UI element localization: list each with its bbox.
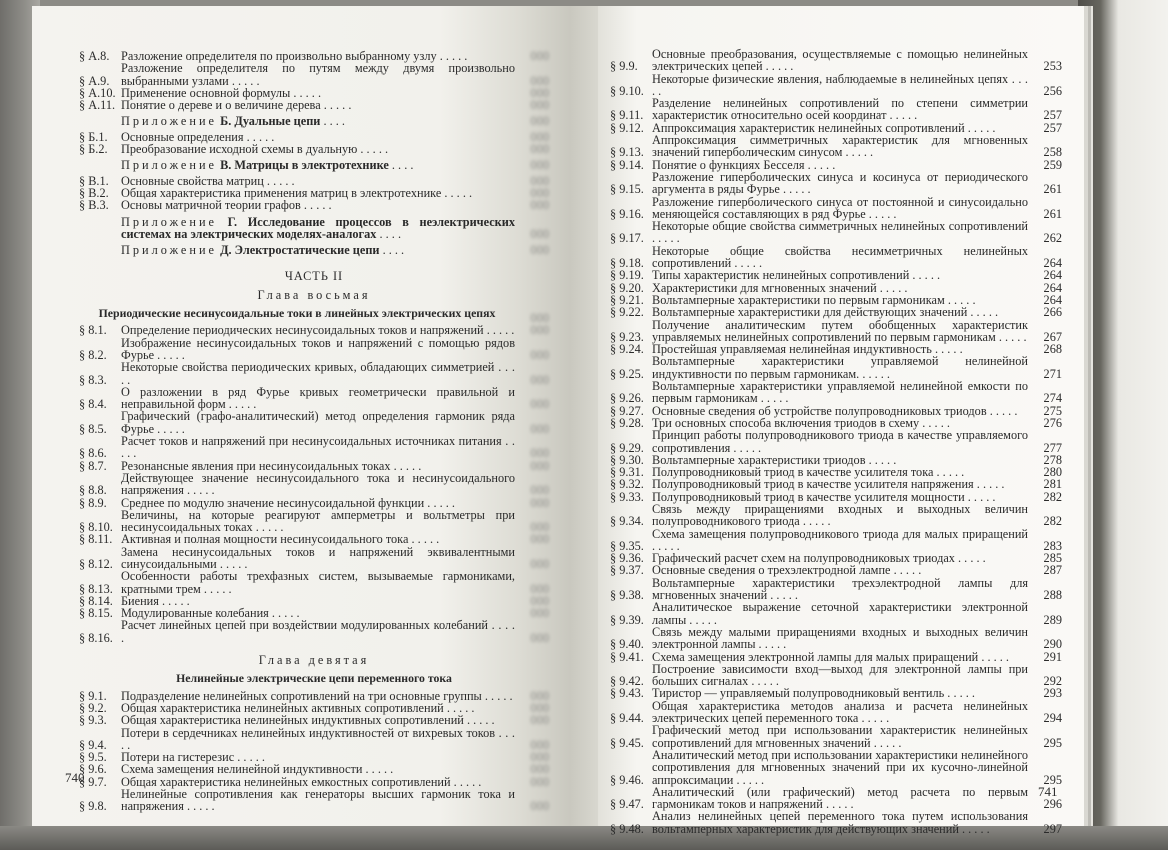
section-title: Аппроксимация симметричных характеристик для мгновенных значений гиперболическим синусом . . . . . — [652, 133, 1028, 160]
toc-entry — [79, 62, 549, 87]
appendix-heading: Приложение Г. Исследование процессов в неэлектрических системах на электрических моделях-аналогах . . . . 000 — [121, 214, 549, 241]
section-number: § 9.18. — [610, 256, 644, 271]
toc-entry — [610, 319, 1062, 344]
page-ref: 000 — [530, 688, 549, 703]
section-title: Графический метод при использовании характеристик нелинейных сопротивлений для мгновенных значений . . . . . — [652, 723, 1028, 750]
page-ref: 000 — [530, 581, 549, 596]
section-title: Схема замещения электронной лампы для малых приращений . . . . . — [652, 649, 1009, 664]
page-ref: 000 — [530, 397, 549, 412]
toc-entry — [610, 429, 1062, 454]
toc-entry — [610, 171, 1062, 196]
chapter-label: Глава восьмая — [257, 287, 371, 302]
section-number: § 9.46. — [610, 772, 644, 787]
page-ref: 000 — [530, 520, 549, 535]
section-number: § А.10. — [79, 85, 116, 100]
section-title: Тиристор — управляемый полупроводниковый вентиль . . . . . — [652, 686, 975, 701]
page-ref: 000 — [530, 185, 549, 200]
section-number: § 9.45. — [610, 735, 644, 750]
toc-entry — [610, 724, 1062, 749]
section-title: Понятие о дереве и о величине дерева . . . . . — [121, 98, 352, 113]
toc-entry — [610, 73, 1062, 98]
page-ref: 000 — [530, 114, 549, 129]
appendix-heading: Приложение В. Матрицы в электротехнике . . . . 000 — [121, 158, 549, 173]
section-number: § 8.3. — [79, 372, 107, 387]
section-number: § 9.28. — [610, 415, 644, 430]
section-title: Полупроводниковый триод в качестве усилителя тока . . . . . — [652, 465, 965, 480]
toc-entry — [610, 749, 1062, 786]
section-number: § 9.12. — [610, 120, 644, 135]
toc-entry — [79, 727, 549, 752]
section-number: § 9.14. — [610, 157, 644, 172]
toc-entry — [79, 337, 549, 362]
section-title: Модулированные колебания . . . . . — [121, 606, 300, 621]
page-ref: 000 — [530, 713, 549, 728]
section-title: Получение аналитическим путем обобщенных характеристик управляемых нелинейных сопротивлений по первым гармоникам . . . . . — [652, 317, 1028, 344]
section-title: Разложение определителя по путям между двумя произвольно выбранными узлами . . . . . — [121, 61, 515, 88]
page-ref: 000 — [530, 458, 549, 473]
section-number: § 9.11. — [610, 108, 644, 123]
section-number: § 8.13. — [79, 581, 113, 596]
toc-entry — [610, 48, 1062, 73]
toc-entry — [610, 355, 1062, 380]
section-number: § 8.8. — [79, 483, 107, 498]
section-number: § 9.1. — [79, 688, 107, 703]
section-title: Графический расчет схем на полупроводниковых триодах . . . . . — [652, 551, 986, 566]
page-ref: 257 — [1043, 120, 1062, 135]
page-ref: 276 — [1043, 415, 1062, 430]
section-number: § 9.48. — [610, 821, 644, 836]
page-ref: 293 — [1043, 686, 1062, 701]
section-title: Основные определения . . . . . — [121, 129, 275, 144]
toc-entry — [79, 435, 549, 460]
toc-entry — [610, 700, 1062, 725]
section-number: § 8.2. — [79, 347, 107, 362]
page-ref: 275 — [1043, 403, 1062, 418]
section-number: § 9.26. — [610, 391, 644, 406]
section-number: § 9.32. — [610, 477, 644, 492]
page-ref: 000 — [530, 737, 549, 752]
appendix-heading: Приложение Б. Дуальные цепи . . . . 000 — [121, 114, 549, 129]
section-number: § 9.34. — [610, 514, 644, 529]
section-title: Схема замещения полупроводникового триода для малых приращений . . . . . — [652, 526, 1028, 553]
toc-entry — [79, 99, 549, 111]
section-number: § В.3. — [79, 198, 109, 213]
page-ref: 291 — [1043, 649, 1062, 664]
section-number: § 8.4. — [79, 397, 107, 412]
toc-entry — [79, 472, 549, 497]
page-ref: 000 — [530, 85, 549, 100]
section-title: Вольтамперные характеристики трехэлектродной лампы для мгновенных значений . . . . . — [652, 575, 1028, 603]
section-title: Основные сведения об устройстве полупроводниковых триодов . . . . . — [652, 403, 1018, 418]
section-number: § 9.21. — [610, 292, 644, 307]
page-ref: 261 — [1043, 206, 1062, 221]
section-title: Связь между приращениями входных и выходных величин полупроводникового триода . . . . . — [652, 501, 1028, 529]
page-ref: 277 — [1043, 440, 1062, 455]
section-number: § А.8. — [79, 49, 110, 63]
section-number: § 9.17. — [610, 231, 644, 246]
section-title: Аналитический (или графический) метод расчета по первым гармоникам токов и напряжений . . . . . — [652, 784, 1028, 812]
section-number: § 9.6. — [79, 762, 107, 777]
page-ref: 285 — [1043, 551, 1062, 566]
page-ref: 000 — [530, 73, 549, 88]
section-title: Три основных способа включения триодов в схему . . . . . — [652, 415, 950, 430]
section-number: § 9.27. — [610, 403, 644, 418]
section-title: Нелинейные сопротивления как генераторы высших гармоник тока и напряжения . . . . . — [121, 787, 515, 814]
page-ref: 266 — [1043, 305, 1062, 320]
section-number: § 9.25. — [610, 366, 644, 381]
section-title: Изображение несинусоидальных токов и напряжений с помощью рядов Фурье . . . . . — [121, 335, 515, 362]
page-ref: 271 — [1043, 366, 1062, 381]
section-number: § 9.9. — [610, 59, 638, 74]
section-title: Основы матричной теории графов . . . . . — [121, 198, 332, 213]
toc-entry — [79, 546, 549, 571]
toc-entry — [79, 570, 549, 595]
section-title: Разделение нелинейных сопротивлений по степени симметрии характеристик относительно осей координат . . . . . — [652, 96, 1028, 123]
section-title: Некоторые свойства периодических кривых, обладающих симметрией . . . . . — [121, 360, 516, 387]
page-ref: 000 — [530, 799, 549, 814]
section-number: § А.9. — [79, 73, 110, 88]
section-title: Вольтамперные характеристики для действующих значений . . . . . — [652, 305, 999, 320]
section-number: § 8.14. — [79, 593, 113, 608]
page-ref: 000 — [530, 243, 549, 258]
page-ref: 280 — [1043, 465, 1062, 480]
section-number: § 9.15. — [610, 182, 644, 197]
section-title: Основные преобразования, осуществляемые с помощью нелинейных электрических цепей . . . . . — [652, 47, 1028, 74]
scan-background-right — [1078, 0, 1168, 850]
section-title: Общая характеристика применения матриц в электротехнике . . . . . — [121, 185, 473, 200]
section-title: Вольтамперные характеристики управляемой нелинейной индуктивности по первым гармоникам. . . . . . — [652, 354, 1028, 381]
page-ref: 000 — [530, 372, 549, 387]
toc-entry — [610, 245, 1062, 270]
toc-entry — [610, 196, 1062, 221]
section-title: Некоторые физические явления, наблюдаемые в нелинейных цепях . . . . . — [652, 71, 1029, 98]
page-ref: 290 — [1043, 637, 1062, 652]
section-number: § 8.10. — [79, 520, 113, 535]
section-title: Разложение гиперболического синуса от постоянной и синусоидально меняющейся составляющих в ряд Фурье . . . . . — [652, 194, 1028, 221]
section-number: § 9.5. — [79, 750, 107, 765]
page-ref: 274 — [1043, 391, 1062, 406]
section-title: Резонансные явления при несинусоидальных токах . . . . . — [121, 458, 422, 473]
section-number: § 9.29. — [610, 440, 644, 455]
page-ref: 000 — [530, 158, 549, 173]
left-toc: § А.8. Разложение определителя по произвольно выбранному узлу . . . . . 000 § А.9. Разложение определителя по путям между двумя произвольно выбранными узлами . . . . . 000 § А.10. Применение основной формулы . . . . . 000 § А.11. Понятие о дереве и о величине дерева . . . . . 000 Приложение Б. Дуальные цепи . . . . 000 § Б.1. Основные определения . . . . . 000 § Б.2. Преобразование исходной схемы в дуальную . . . . . 000 Приложение В. Матрицы в электротехнике . . . . 000 § В.1. Основные свойства матриц . . . . . 000 § В.2. Общая характеристика применения матриц в электротехнике . . . . . 000 § В.3. Основы матричной теории графов . . . . . 000 Приложение Г. Исследование процессов в неэлектрических системах на электрических моделях-аналогах . . . . 000 Приложение Д. Электростатические цепи . . . . 000 ЧАСТЬ II Глава восьмая Периодические несинусоидальные токи в линейных электрических цепях 000 § 8.1. Определение периодических несинусоидальных токов и напряжений . . . . . 000 § 8.2. Изображение несинусоидальных токов и напряжений с помощью рядов Фурье . . . . . 000 § 8.3. Некоторые свойства периодических кривых, обладающих симметрией . . . . . 000 § 8.4. О разложении в ряд Фурье кривых геометрически правильной и неправильной форм . . . . . 000 § 8.5. Графический (графо-аналитический) метод определения гармоник ряда Фурье . . . . . 000 § 8.6. Расчет токов и напряжений при несинусоидальных источниках питания . . . . . 000 § 8.7. Резонансные явления при несинусоидальных токах . . . . . 000 § 8.8. Действующее значение несинусоидального тока и несинусоидального напряжения . . . . . 000 § 8.9. Среднее по модулю значение несинусоидальной функции . . . . . 000 § 8.10. Величины, на которые реагируют амперметры и вольтметры при несинусоидальных токах . . . . . 000 § 8.11. Активная и полная мощности несинусоидального тока . . . . . 000 § 8.12. Замена несинусоидальных токов и напряжений эквивалентными синусоидальными . . . . . 000 § 8.13. Особенности работы трехфазных систем, вызываемые гармониками, кратными трем . . . . . 000 § 8.14. Биения . . . . . 000 § 8.15. Модулированные колебания . . . . . 000 § 8.16. Расчет линейных цепей при воздействии модулированных колебаний . . . . . 000 Глава девятая Нелинейные электрические цепи переменного тока § 9.1. Подразделение нелинейных сопротивлений на три основные группы . . . . . 000 § 9.2. Общая характеристика нелинейных активных сопротивлений . . . . . 000 § 9.3. Общая характеристика нелинейных индуктивных сопротивлений . . . . . 000 § 9.4. Потери в сердечниках нелинейных индуктивностей от вихревых токов . . . . . 000 § 9.5. Потери на гистерезис . . . . . 000 § 9.6. Схема замещения нелинейной индуктивности . . . . . 000 § 9.7. Общая характеристика нелинейных емкостных сопротивлений . . . . . 000 § 9.8. Нелинейные сопротивления как генераторы высших гармоник тока и напряжения . . . . . 000 — [79, 49, 549, 814]
section-title: Вольтамперные характеристики управляемой нелинейной емкости по первым гармоникам . . . . . — [652, 379, 1028, 406]
page-ref: 000 — [530, 173, 549, 188]
page-ref: 000 — [530, 142, 549, 157]
page-ref: 000 — [530, 556, 549, 571]
section-title: О разложении в ряд Фурье кривых геометрически правильной и неправильной форм . . . . . — [121, 384, 515, 412]
page-ref: 000 — [530, 495, 549, 510]
toc-entry — [610, 786, 1062, 811]
page-ref: 261 — [1043, 182, 1062, 197]
chapter-title: Нелинейные электрические цепи переменного тока — [176, 671, 452, 686]
section-title: Основные сведения о трехэлектродной лампе . . . . . — [652, 563, 922, 578]
section-title: Типы характеристик нелинейных сопротивлений . . . . . — [652, 268, 941, 283]
section-title: Основные свойства матриц . . . . . — [121, 173, 295, 188]
section-number: § 9.30. — [610, 452, 644, 467]
section-number: § 9.44. — [610, 711, 644, 726]
section-number: § 8.1. — [79, 323, 107, 338]
section-title: Расчет токов и напряжений при несинусоидальных источниках питания . . . . . — [121, 434, 515, 461]
page-ref: 294 — [1043, 711, 1062, 726]
toc-entry — [610, 601, 1062, 626]
section-title: Схема замещения нелинейной индуктивности . . . . . — [121, 762, 394, 777]
section-number: § А.11. — [79, 98, 116, 113]
page-ref: 256 — [1043, 83, 1062, 98]
section-number: § 8.6. — [79, 446, 107, 461]
section-number: § 9.13. — [610, 145, 644, 160]
page-ref: 264 — [1043, 292, 1062, 307]
page-ref: 259 — [1043, 157, 1062, 172]
section-title: Некоторые общие свойства симметричных нелинейных сопротивлений . . . . . — [652, 219, 1028, 246]
section-number: § 9.7. — [79, 774, 107, 789]
toc-entry — [610, 810, 1062, 835]
section-title: Вольтамперные характеристики по первым гармоникам . . . . . — [652, 292, 976, 307]
section-number: § 9.33. — [610, 489, 644, 504]
toc-entry — [610, 220, 1062, 245]
section-number: § 8.16. — [79, 630, 113, 645]
page-ref: 292 — [1043, 674, 1062, 689]
page-ref: 000 — [530, 446, 549, 461]
page-ref: 258 — [1043, 145, 1062, 160]
page-ref: 295 — [1043, 772, 1062, 787]
section-number: § 8.5. — [79, 421, 107, 436]
section-title: Общая характеристика нелинейных индуктивных сопротивлений . . . . . — [121, 713, 495, 728]
page-ref: 264 — [1043, 268, 1062, 283]
section-title: Применение основной формулы . . . . . — [121, 85, 322, 100]
page-ref: 000 — [530, 532, 549, 547]
section-number: § 8.9. — [79, 495, 107, 510]
chapter-label: Глава девятая — [258, 653, 370, 668]
section-number: § 9.4. — [79, 737, 107, 752]
section-number: § Б.2. — [79, 142, 108, 157]
section-title: Расчет линейных цепей при воздействии модулированных колебаний . . . . . — [121, 618, 515, 645]
section-title: Построение зависимости вход—выход для электронной лампы при больших сигналах . . . . . — [652, 661, 1028, 689]
section-title: Простейшая управляемая нелинейная индуктивность . . . . . — [652, 342, 963, 357]
section-number: § 9.24. — [610, 342, 644, 357]
page-ref: 262 — [1043, 231, 1062, 246]
section-title: Анализ нелинейных цепей переменного тока путем использования вольтамперных характеристик для действующих значений . . . . . — [652, 809, 1028, 836]
right-page — [598, 6, 1084, 836]
section-number: § В.1. — [79, 173, 109, 188]
section-title: Общая характеристика нелинейных активных сопротивлений . . . . . — [121, 700, 475, 715]
page-ref: 283 — [1043, 538, 1062, 553]
section-number: § 9.8. — [79, 799, 107, 814]
section-number: § 8.11. — [79, 532, 113, 547]
toc-entry — [79, 410, 549, 435]
section-title: Преобразование исходной схемы в дуальную . . . . . — [121, 142, 389, 157]
section-title: Разложение гиперболических синуса и косинуса от периодического аргумента в ряды Фурье . . . . . — [652, 169, 1028, 197]
page-ref: 000 — [530, 347, 549, 362]
section-title: Полупроводниковый триод в качестве усилителя напряжения . . . . . — [652, 477, 1005, 492]
toc-entry — [610, 380, 1062, 405]
section-title: Вольтамперные характеристики триодов . . . . . — [652, 452, 897, 467]
page-ref: 288 — [1043, 588, 1062, 603]
section-number: § 9.22. — [610, 305, 644, 320]
section-number: § В.2. — [79, 185, 109, 200]
section-title: Определение периодических несинусоидальных токов и напряжений . . . . . — [121, 323, 515, 338]
section-number: § 9.23. — [610, 329, 644, 344]
toc-entry — [610, 528, 1062, 553]
page-ref: 000 — [530, 700, 549, 715]
section-number: § 9.35. — [610, 538, 644, 553]
toc-entry — [79, 386, 549, 411]
section-title: Замена несинусоидальных токов и напряжений эквивалентными синусоидальными . . . . . — [121, 544, 515, 571]
toc-entry — [79, 361, 549, 386]
section-number: § 8.12. — [79, 556, 113, 571]
page-ref: 000 — [530, 606, 549, 621]
toc-entry — [610, 503, 1062, 528]
section-title: Активная и полная мощности несинусоидального тока . . . . . — [121, 532, 440, 547]
page-ref: 000 — [530, 593, 549, 608]
page-ref: 000 — [530, 98, 549, 113]
page-ref: 282 — [1043, 514, 1062, 529]
section-number: § 9.20. — [610, 280, 644, 295]
section-title: Связь между малыми приращениями входных и выходных величин электронной лампы . . . . . — [652, 624, 1028, 652]
toc-entry — [79, 143, 549, 155]
toc-entry — [610, 134, 1062, 159]
section-number: § 9.41. — [610, 649, 644, 664]
section-number: § 9.36. — [610, 551, 644, 566]
page-ref: 000 — [530, 483, 549, 498]
section-title: Особенности работы трехфазных систем, вызываемые гармониками, кратными трем . . . . . — [121, 569, 515, 596]
toc-entry — [79, 509, 549, 534]
toc-entry — [610, 663, 1062, 688]
section-number: § 9.10. — [610, 83, 644, 98]
page-ref: 268 — [1043, 342, 1062, 357]
section-number: § 9.47. — [610, 797, 644, 812]
section-title: Подразделение нелинейных сопротивлений на три основные группы . . . . . — [121, 688, 513, 703]
appendix-heading: Приложение Д. Электростатические цепи . . . . 000 — [121, 243, 549, 258]
section-number: § 9.31. — [610, 465, 644, 480]
section-title: Понятие о функциях Бесселя . . . . . — [652, 157, 836, 172]
page-ref: 264 — [1043, 280, 1062, 295]
section-title: Разложение определителя по произвольно выбранному узлу . . . . . — [121, 49, 468, 63]
page-ref: 000 — [530, 198, 549, 213]
toc-entry — [79, 199, 549, 211]
page-ref: 267 — [1043, 329, 1062, 344]
page-ref: 297 — [1043, 821, 1062, 836]
left-page — [32, 6, 598, 826]
section-title: Принцип работы полупроводникового триода в качестве управляемого сопротивления . . . . . — [652, 428, 1028, 455]
section-title: Действующее значение несинусоидального тока и несинусоидального напряжения . . . . . — [121, 470, 515, 498]
section-title: Некоторые общие свойства несимметричных нелинейных сопротивлений . . . . . — [652, 243, 1028, 271]
page-ref: 000 — [530, 750, 549, 765]
section-number: § 9.42. — [610, 674, 644, 689]
section-number: § 9.2. — [79, 700, 107, 715]
section-number: § Б.1. — [79, 129, 108, 144]
page-ref: 264 — [1043, 256, 1062, 271]
right-toc — [610, 48, 1062, 835]
page-ref: 000 — [530, 129, 549, 144]
part-heading: ЧАСТЬ II — [284, 269, 344, 284]
left-page-number: 740 — [65, 770, 85, 785]
page-ref: 289 — [1043, 612, 1062, 627]
page-ref: 000 — [530, 421, 549, 436]
section-number: § 9.43. — [610, 686, 644, 701]
toc-entry — [79, 619, 549, 644]
page-ref: 281 — [1043, 477, 1062, 492]
page-ref: 257 — [1043, 108, 1062, 123]
toc-entry — [79, 788, 549, 813]
section-title: Общая характеристика нелинейных емкостных сопротивлений . . . . . — [121, 774, 482, 789]
toc-entry — [610, 97, 1062, 122]
section-title: Потери на гистерезис . . . . . — [121, 750, 265, 765]
toc-entry — [610, 577, 1062, 602]
section-number: § 9.19. — [610, 268, 644, 283]
section-number: § 8.15. — [79, 606, 113, 621]
section-number: § 9.39. — [610, 612, 644, 627]
section-title: Аппроксимация характеристик нелинейных сопротивлений . . . . . — [652, 120, 996, 135]
page-ref: 000 — [530, 323, 549, 338]
section-number: § 9.37. — [610, 563, 644, 578]
page-ref: 282 — [1043, 489, 1062, 504]
page-ref: 296 — [1043, 797, 1062, 812]
section-title: Аналитическое выражение сеточной характеристики электронной лампы . . . . . — [652, 600, 1028, 627]
page-ref: 278 — [1043, 452, 1062, 467]
section-title: Среднее по модулю значение несинусоидальной функции . . . . . — [121, 495, 455, 510]
page-ref: 295 — [1043, 735, 1062, 750]
page-ref: 000 — [530, 630, 549, 645]
page-ref: 000 — [530, 226, 549, 241]
page-ref: 253 — [1043, 59, 1062, 74]
section-title: Графический (графо-аналитический) метод определения гармоник ряда Фурье . . . . . — [121, 409, 515, 436]
section-title: Общая характеристика методов анализа и расчета нелинейных электрических цепей переменного тока . . . . . — [652, 698, 1028, 726]
section-title: Полупроводниковый триод в качестве усилителя мощности . . . . . — [652, 489, 996, 504]
section-number: § 9.16. — [610, 206, 644, 221]
page-ref: 000 — [530, 774, 549, 789]
chapter-title: Периодические несинусоидальные токи в линейных электрических цепях — [98, 306, 496, 321]
section-number: § 9.3. — [79, 713, 107, 728]
page-ref: 000 — [530, 49, 549, 63]
section-title: Биения . . . . . — [121, 593, 190, 608]
section-number: § 9.38. — [610, 588, 644, 603]
section-number: § 8.7. — [79, 458, 107, 473]
page-ref: 000 — [530, 762, 549, 777]
section-title: Величины, на которые реагируют амперметры и вольтметры при несинусоидальных токах . . . . . — [121, 507, 515, 535]
right-page-number: 741 — [1038, 784, 1058, 799]
page-ref: 287 — [1043, 563, 1062, 578]
section-title: Характеристики для мгновенных значений . . . . . — [652, 280, 908, 295]
section-number: § 9.40. — [610, 637, 644, 652]
section-title: Аналитический метод при использовании характеристики нелинейного сопротивления для мгновенных значений при их кусочно-линейной аппроксимации . . . . . — [652, 747, 1028, 787]
toc-entry — [610, 626, 1062, 651]
section-title: Потери в сердечниках нелинейных индуктивностей от вихревых токов . . . . . — [121, 725, 516, 752]
